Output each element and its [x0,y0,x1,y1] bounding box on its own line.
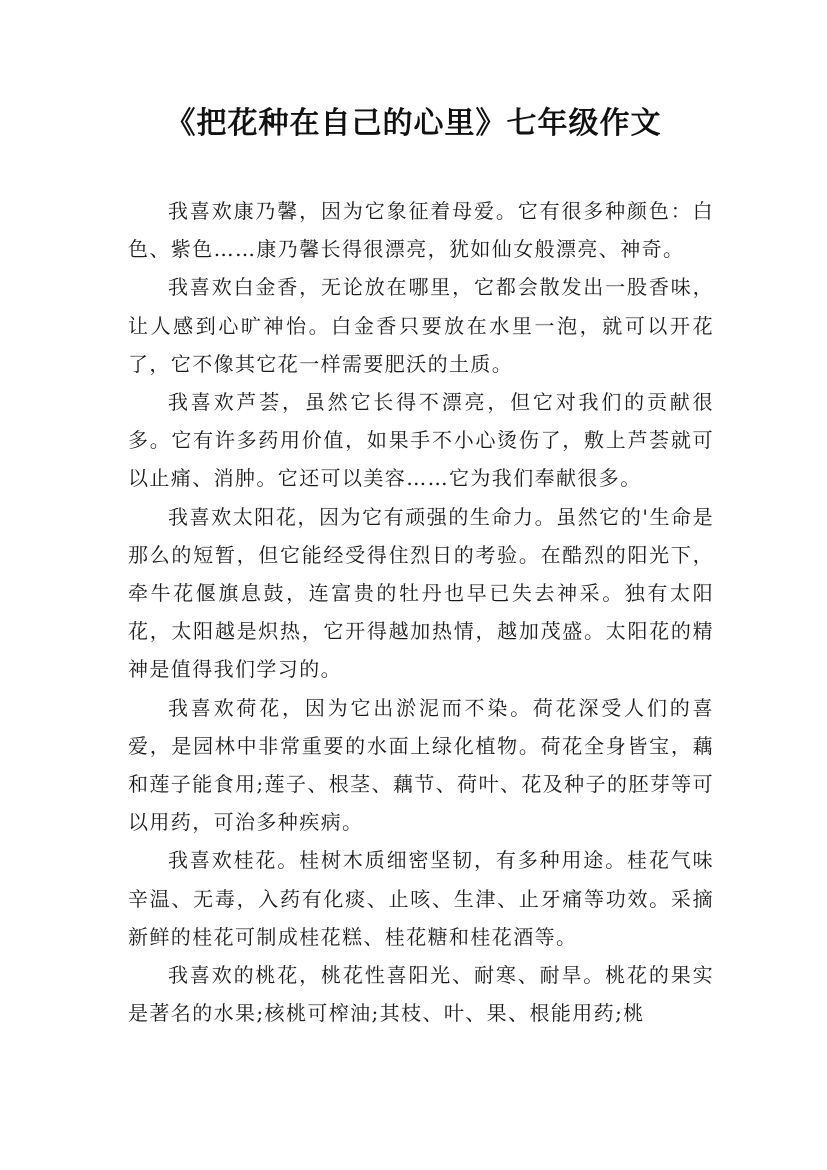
paragraph-peach-blossom: 我喜欢的桃花，桃花性喜阳光、耐寒、耐旱。桃花的果实是著名的水果;核桃可榨油;其枝、叶、果、根能用药;桃 [128,963,714,1026]
paragraph-sun-flower: 我喜欢太阳花，因为它有顽强的生命力。虽然它的'生命是那么的短暂，但它能经受得住烈日的考验。在酷烈的阳光下，牵牛花偃旗息鼓，连富贵的牡丹也早已失去神采。独有太阳花，太阳越是炽热，它开得越加热情，越加茂盛。太阳花的精神是值得我们学习的。 [128,504,714,682]
document-body [128,192,714,1032]
paragraph-platinum-fragrance: 我喜欢白金香，无论放在哪里，它都会散发出一股香味，让人感到心旷神怡。白金香只要放在水里一泡，就可以开花了，它不像其它花一样需要肥沃的土质。 [128,275,714,376]
paragraph-carnation: 我喜欢康乃馨，因为它象征着母爱。它有很多种颜色：白色、紫色……康乃馨长得很漂亮，犹如仙女般漂亮、神奇。 [128,199,714,262]
paragraph-osmanthus: 我喜欢桂花。桂树木质细密坚韧，有多种用途。桂花气味辛温、无毒，入药有化痰、止咳、生津、止牙痛等功效。采摘新鲜的桂花可制成桂花糕、桂花糖和桂花酒等。 [128,848,714,949]
document-title: 《把花种在自己的心里》七年级作文 [165,106,662,141]
paragraph-aloe: 我喜欢芦荟，虽然它长得不漂亮，但它对我们的贡献很多。它有许多药用价值，如果手不小心烫伤了，敷上芦荟就可以止痛、消肿。它还可以美容……它为我们奉献很多。 [128,390,714,491]
paragraph-lotus: 我喜欢荷花，因为它出淤泥而不染。荷花深受人们的喜爱，是园林中非常重要的水面上绿化植物。荷花全身皆宝，藕和莲子能食用;莲子、根茎、藕节、荷叶、花及种子的胚芽等可以用药，可治多种疾病。 [128,695,714,835]
